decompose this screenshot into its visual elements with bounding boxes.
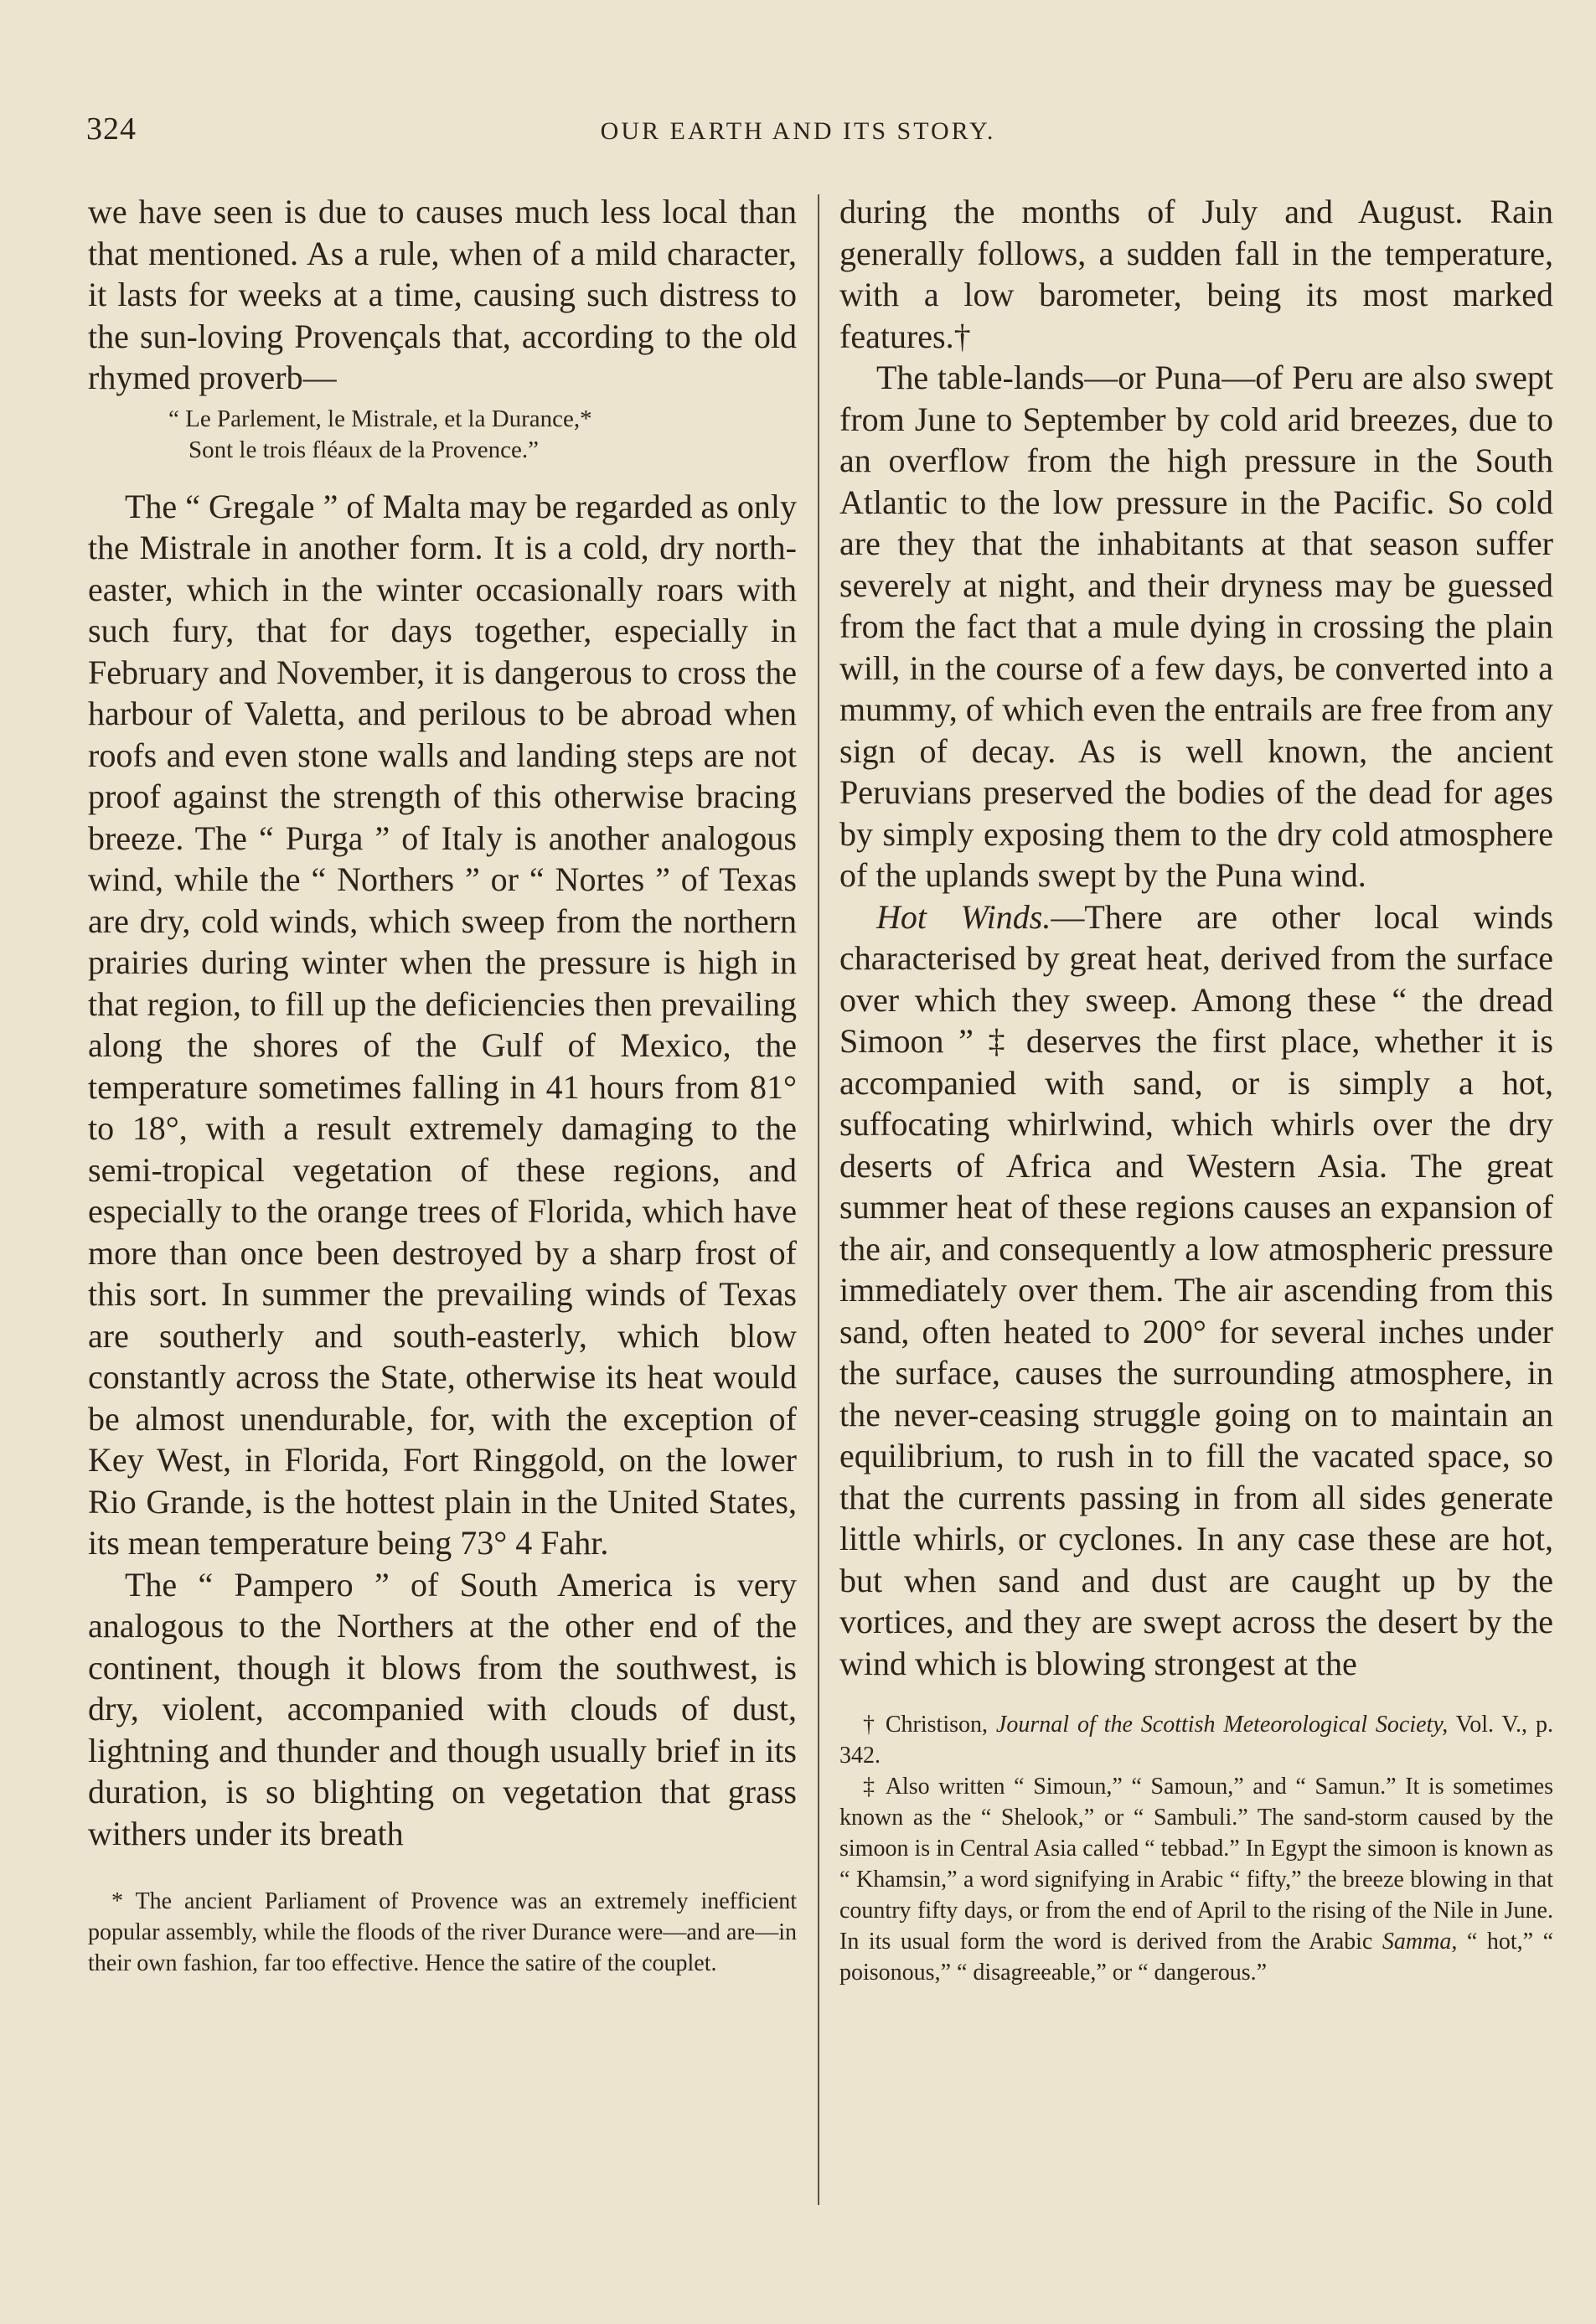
right-paragraph-2: The table-lands—or Puna—of Peru are also swept from June to September by cold arid breezes, due to an overflow from the high pressure in the South Atlantic to the low pressure in the Pacific. So cold are they that the inhabitants at that season suffer severely at night, and their dryness may be guessed from the fact that a mule dying in crossing the plain will, in the course of a few days, be converted into a mummy, of which even the entrails are free from any sign of decay. As is well known, the ancient Peruvians preserved the bodies of the dead for ages by simply exposing them to the dry cold atmosphere of the uplands swept by the Puna wind. bbox=[839, 359, 1553, 894]
left-paragraph-1: we have seen is due to causes much less local than that mentioned. As a rule, when of a mild character, it lasts for weeks at a time, causing such distress to the sun-loving Provençals that, according to the old rhymed proverb— bbox=[88, 193, 797, 396]
left-column bbox=[88, 191, 797, 1979]
right-paragraph-3 bbox=[839, 896, 1553, 1685]
section-heading-hot-winds: Hot Winds. bbox=[876, 897, 1051, 936]
verse-line-2: Sont le trois fléaux de la Provence.” bbox=[189, 436, 539, 463]
column-divider bbox=[818, 194, 819, 2205]
verse-line-1: “ Le Parlement, le Mistrale, et la Durance,* bbox=[168, 405, 592, 432]
right-column bbox=[839, 191, 1553, 1988]
quoted-proverb bbox=[88, 404, 797, 466]
footnote-1-journal: Journal of the Scottish Meteorological Society, bbox=[995, 1712, 1449, 1738]
page-number: 324 bbox=[86, 111, 137, 147]
footnote-1-suffix: Vol. V., p. 342. bbox=[839, 1712, 1553, 1769]
right-paragraph-1: during the months of July and August. Rain generally follows, a sudden fall in the temperature, with a low barometer, being its most marked features.† bbox=[839, 193, 1553, 355]
footnote-christison bbox=[839, 1709, 1553, 1771]
footnote-simoon bbox=[839, 1771, 1553, 1988]
footnote-parliament: * The ancient Parliament of Provence was an extremely inefficient popular assembly, while the floods of the river Durance were—and are—in their own fashion, far too effective. Hence the satire of the couplet. bbox=[88, 1888, 797, 1976]
left-paragraph-2: The “ Gregale ” of Malta may be regarded as only the Mistrale in another form. It is a cold, dry north-easter, which in the winter occasionally roars with such fury, that for days together, especially in February and November, it is dangerous to cross the harbour of Valetta, and perilous to be abroad when roofs and even stone walls and landing steps are not proof against the strength of this otherwise bracing breeze. The “ Purga ” of Italy is another analogous wind, while the “ Northers ” or “ Nortes ” of Texas are dry, cold winds, which sweep from the northern prairies during winter when the pressure is high in that region, to fill up the deficiencies then prevailing along the shores of the Gulf of Mexico, the temperature sometimes falling in 41 hours from 81° to 18°, with a result extremely damaging to the semi-tropical vegetation of these regions, and especially to the orange trees of Florida, which have more than once been destroyed by a sharp frost of this sort. In summer the prevailing winds of Texas are southerly and south-easterly, which blow constantly across the State, otherwise its heat would be almost unendurable, for, with the exception of Key West, in Florida, Fort Ringgold, on the lower Rio Grande, is the hottest plain in the United States, its mean temperature being 73° 4 Fahr. bbox=[88, 487, 797, 1562]
footnote-1-prefix: † Christison, bbox=[863, 1712, 996, 1738]
running-title: OUR EARTH AND ITS STORY. bbox=[600, 117, 996, 145]
hot-winds-text: —There are other local winds characterised by great heat, derived from the surface over which they sweep. Among these “ the dread Simoon ” ‡ deserves the first place, whether it is accompanied with sand, or is simply a hot, suffocating whirlwind, which whirls over the dry deserts of Africa and Western Asia. The great summer heat of these regions causes an expansion of the air, and consequently a low atmospheric pressure immediately over them. The air ascending from this sand, often heated to 200° for several inches under the surface, causes the surrounding atmosphere, in the never-ceasing struggle going on to maintain an equilibrium, to rush in to fill the vacated space, so that the currents passing in from all sides generate little whirls, or cyclones. In any case these are hot, but when sand and dust are caught up by the vortices, and they are swept across the desert by the wind which is blowing strongest at the bbox=[839, 897, 1554, 1682]
footnote-2-text: ‡ Also written “ Simoun,” “ Samoun,” and “ Samun.” It is sometimes known as the “ Shelook,” or “ Sambuli.” The sand-storm caused by the simoon is in Central Asia called “ tebbad.” In Egypt the simoon is known as “ Khamsin,” a word signifying in Arabic “ fifty,” the breeze blowing in that country fifty days, or from the end of April to the rising of the Nile in June. In its usual form the word is derived from the Arabic bbox=[839, 1774, 1553, 1955]
footnote-2-end: “ hot,” “ poisonous,” “ disagreeable,” or “ dangerous.” bbox=[839, 1929, 1554, 1986]
footnote-2-arabic: Samma, bbox=[1382, 1929, 1458, 1955]
left-paragraph-3: The “ Pampero ” of South America is very analogous to the Northers at the other end of the continent, though it blows from the southwest, is dry, violent, accompanied with clouds of dust, lightning and thunder and though usually brief in its duration, is so blighting on vegetation that grass withers under its breath bbox=[88, 1565, 797, 1852]
